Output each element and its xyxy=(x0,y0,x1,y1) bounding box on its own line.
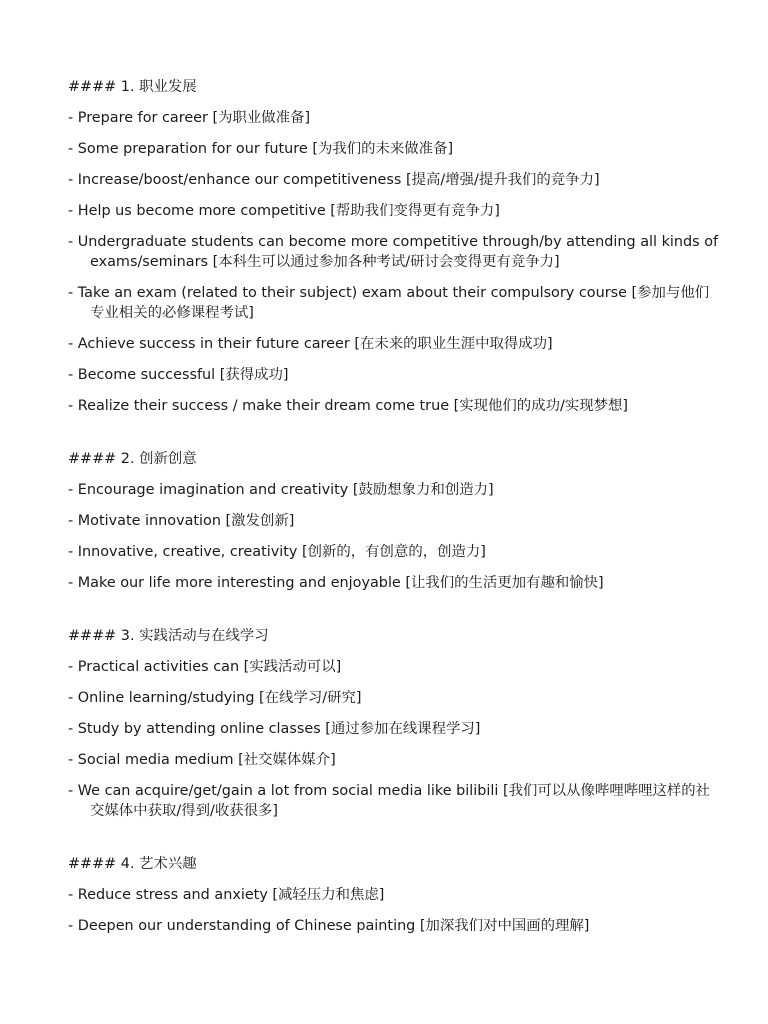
list-item: - Some preparation for our future [为我们的未来做准备] xyxy=(68,141,454,157)
list-item: - Motivate innovation [激发创新] xyxy=(68,513,295,529)
section-heading: #### 1. 职业发展 xyxy=(68,79,197,95)
list-item: - Reduce stress and anxiety [减轻压力和焦虑] xyxy=(68,887,385,903)
list-item: - Undergraduate students can become more competitive through/by attending all kinds of exams/seminars [本科生可以通过参加各种考试/研讨会变得更有竞争力] xyxy=(68,234,719,270)
list-item: - Study by attending online classes [通过参加在线课程学习] xyxy=(68,721,481,737)
list-item: - Increase/boost/enhance our competitiveness [提高/增强/提升我们的竞争力] xyxy=(68,172,600,188)
list-item: - Prepare for career [为职业做准备] xyxy=(68,110,311,126)
list-item: - Make our life more interesting and enjoyable [让我们的生活更加有趣和愉快] xyxy=(68,575,604,591)
section-heading: #### 2. 创新创意 xyxy=(68,451,197,467)
list-item: - Become successful [获得成功] xyxy=(68,367,289,383)
list-item: - Social media medium [社交媒体媒介] xyxy=(68,752,336,768)
list-item: - Realize their success / make their dream come true [实现他们的成功/实现梦想] xyxy=(68,398,628,414)
section-heading: #### 4. 艺术兴趣 xyxy=(68,856,197,872)
section-career xyxy=(68,77,722,416)
section-practice-online xyxy=(68,626,722,821)
list-item: - Online learning/studying [在线学习/研究] xyxy=(68,690,362,706)
list-item: - Deepen our understanding of Chinese painting [加深我们对中国画的理解] xyxy=(68,918,590,934)
list-item: - Help us become more competitive [帮助我们变得更有竞争力] xyxy=(68,203,500,219)
section-art xyxy=(68,854,722,936)
list-item: - Practical activities can [实践活动可以] xyxy=(68,659,342,675)
list-item: - Encourage imagination and creativity [鼓励想象力和创造力] xyxy=(68,482,494,498)
section-heading: #### 3. 实践活动与在线学习 xyxy=(68,628,269,644)
list-item: - Achieve success in their future career [在未来的职业生涯中取得成功] xyxy=(68,336,553,352)
list-item: - Take an exam (related to their subject) exam about their compulsory course [参加与他们专业相关的必修课程考试] xyxy=(68,285,710,321)
section-creativity xyxy=(68,449,722,593)
list-item: - Innovative, creative, creativity [创新的，有创意的，创造力] xyxy=(68,544,486,560)
list-item: - We can acquire/get/gain a lot from social media like bilibili [我们可以从像哔哩哔哩这样的社交媒体中获取/得到/收获很多] xyxy=(68,783,711,819)
